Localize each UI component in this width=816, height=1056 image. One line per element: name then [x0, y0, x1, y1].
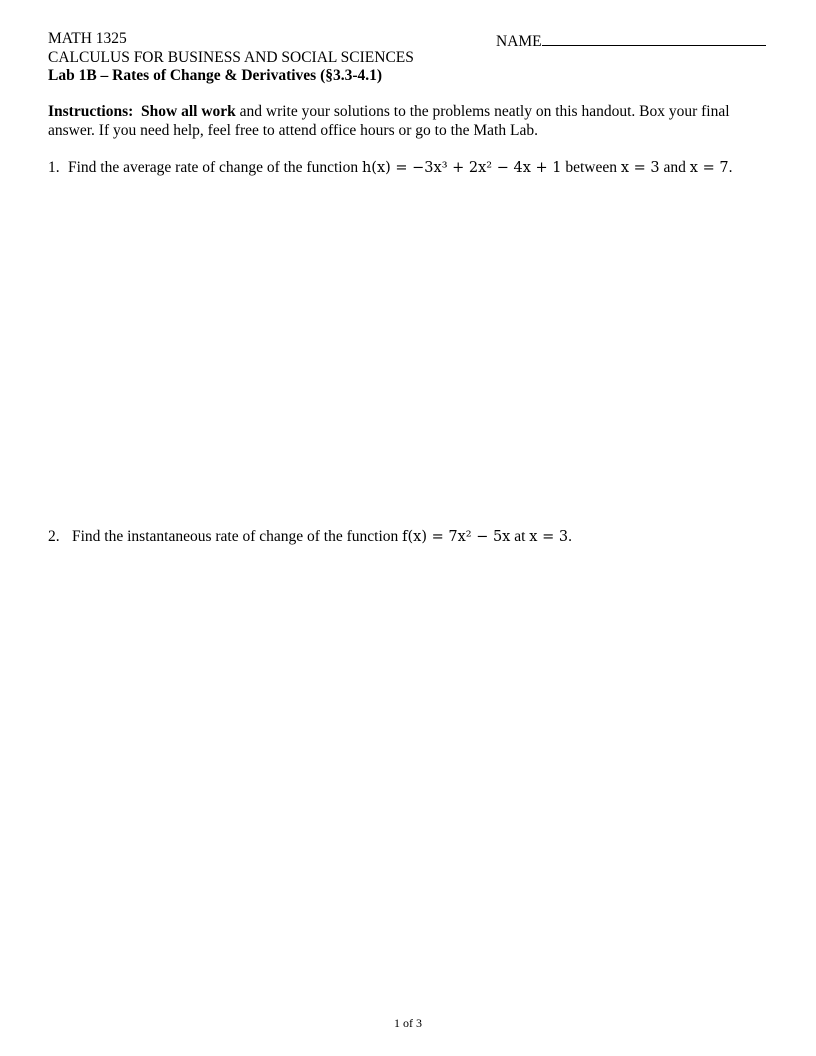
math-function: f(x) = 7x² − 5x: [402, 529, 511, 545]
math-bound-a: x = 3: [620, 160, 660, 176]
lab-title: Lab 1B – Rates of Change & Derivatives (§3.3-4.1): [48, 67, 383, 84]
problem-text: Find the average rate of change of the function: [68, 159, 362, 176]
course-header: [48, 30, 468, 86]
instructions-text: and write your solutions to the problems neatly on this handout. Box your final answer. If you need help, feel free to attend office hours or go to the Math Lab.: [48, 103, 730, 139]
problem-text: at: [510, 528, 530, 545]
instructions-paragraph: [48, 103, 768, 140]
instructions-label: Instructions:: [48, 103, 134, 120]
course-title: CALCULUS FOR BUSINESS AND SOCIAL SCIENCES: [48, 48, 414, 66]
problem-text: and: [659, 159, 690, 176]
name-label: NAME: [496, 33, 542, 50]
problem-text: .: [568, 528, 572, 545]
math-point: x = 3: [529, 529, 569, 545]
name-blank-line[interactable]: [542, 30, 766, 46]
problem-text: .: [728, 159, 733, 176]
math-bound-b: x = 7: [689, 160, 729, 176]
problem-2: [48, 528, 788, 547]
page-number: 1 of 3: [394, 1016, 422, 1030]
problem-text: Find the instantaneous rate of change of the function: [72, 528, 403, 545]
name-field[interactable]: [496, 30, 766, 52]
problem-1: [48, 159, 788, 178]
math-function: h(x) = −3x³ + 2x² − 4x + 1: [361, 160, 562, 176]
problem-text: between: [561, 159, 621, 176]
course-number: MATH 1325: [48, 30, 127, 47]
problem-number: 2.: [48, 528, 60, 545]
problem-number: 1.: [48, 159, 60, 176]
instructions-emphasis: Show all work: [141, 103, 236, 120]
